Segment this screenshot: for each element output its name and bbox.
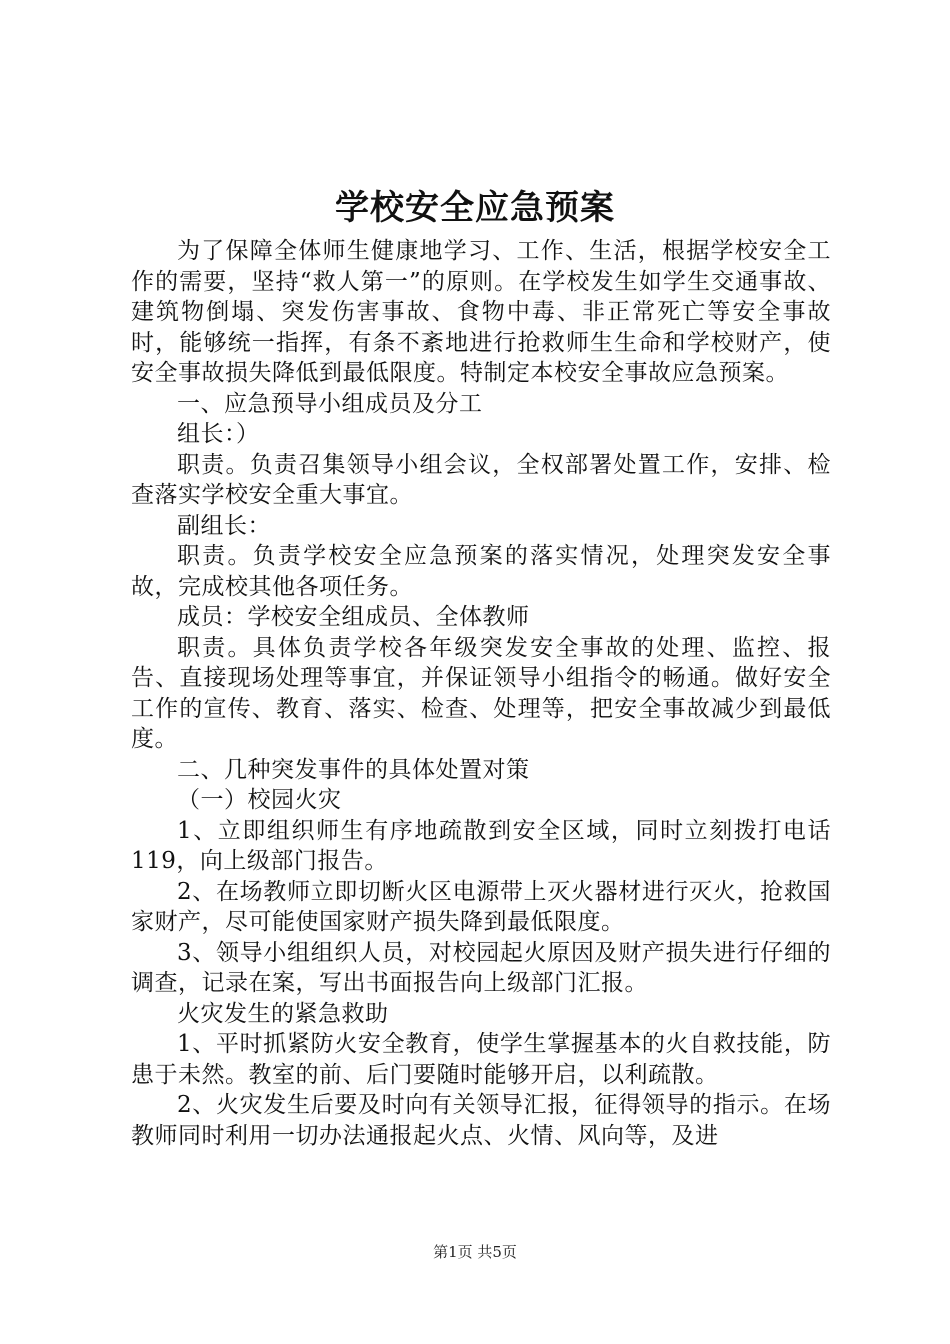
section-heading-1: 一、应急预导小组成员及分工 <box>177 390 483 417</box>
paragraph-intro: 为了保障全体师生健康地学习、工作、生活，根据学校安全工作的需要，坚持“救人第一”的原则。在学校发生如学生交通事故、建筑物倒塌、突发伤害事故、食物中毒、非正常死亡等安全事故时，能够统一指挥，有条不紊地进行抢救师生生命和学校财产，使安全事故损失降低到最低限度。特制定本校安全事故应急预案。 <box>131 238 831 386</box>
paragraph-leader-duty: 职责。负责召集领导小组会议，全权部署处置工作，安排、检查落实学校安全重大事宜。 <box>131 451 831 508</box>
paragraph-rescue-2: 2、火灾发生后要及时向有关领导汇报，征得领导的指示。在场教师同时利用一切办法通报起火点、火情、风向等，及进 <box>131 1092 831 1149</box>
document-title: 学校安全应急预案 <box>335 188 615 228</box>
section-heading-2: 二、几种突发事件的具体处置对策 <box>177 756 530 783</box>
document-body <box>131 236 831 1151</box>
paragraph-members-duty: 职责。具体负责学校各年级突发安全事故的处理、监控、报告、直接现场处理等事宜，并保证领导小组指令的畅通。做好安全工作的宣传、教育、落实、检查、处理等，把安全事故减少到最低度。 <box>131 634 831 752</box>
paragraph-fire-1: 1、立即组织师生有序地疏散到安全区域，同时立刻拨打电话119，向上级部门报告。 <box>131 817 831 874</box>
subsection-heading-rescue: 火灾发生的紧急救助 <box>177 1000 389 1027</box>
paragraph-deputy-duty: 职责。负责学校安全应急预案的落实情况，处理突发安全事故，完成校其他各项任务。 <box>131 543 831 600</box>
paragraph-fire-3: 3、领导小组组织人员，对校园起火原因及财产损失进行仔细的调查，记录在案，写出书面报告向上级部门汇报。 <box>131 939 831 996</box>
paragraph-members: 成员：学校安全组成员、全体教师 <box>177 604 530 630</box>
paragraph-deputy-leader: 副组长： <box>177 512 271 539</box>
paragraph-rescue-1: 1、平时抓紧防火安全教育，使学生掌握基本的火自救技能，防患于未然。教室的前、后门要随时能够开启，以利疏散。 <box>131 1031 831 1088</box>
paragraph-fire-2: 2、在场教师立即切断火区电源带上灭火器材进行灭火，抢救国家财产，尽可能使国家财产损失降到最低限度。 <box>131 878 831 935</box>
subsection-heading-fire: （一）校园火灾 <box>177 787 342 813</box>
page-footer: 第1页 共5页 <box>433 1243 517 1261</box>
paragraph-leader: 组长：） <box>177 421 260 447</box>
